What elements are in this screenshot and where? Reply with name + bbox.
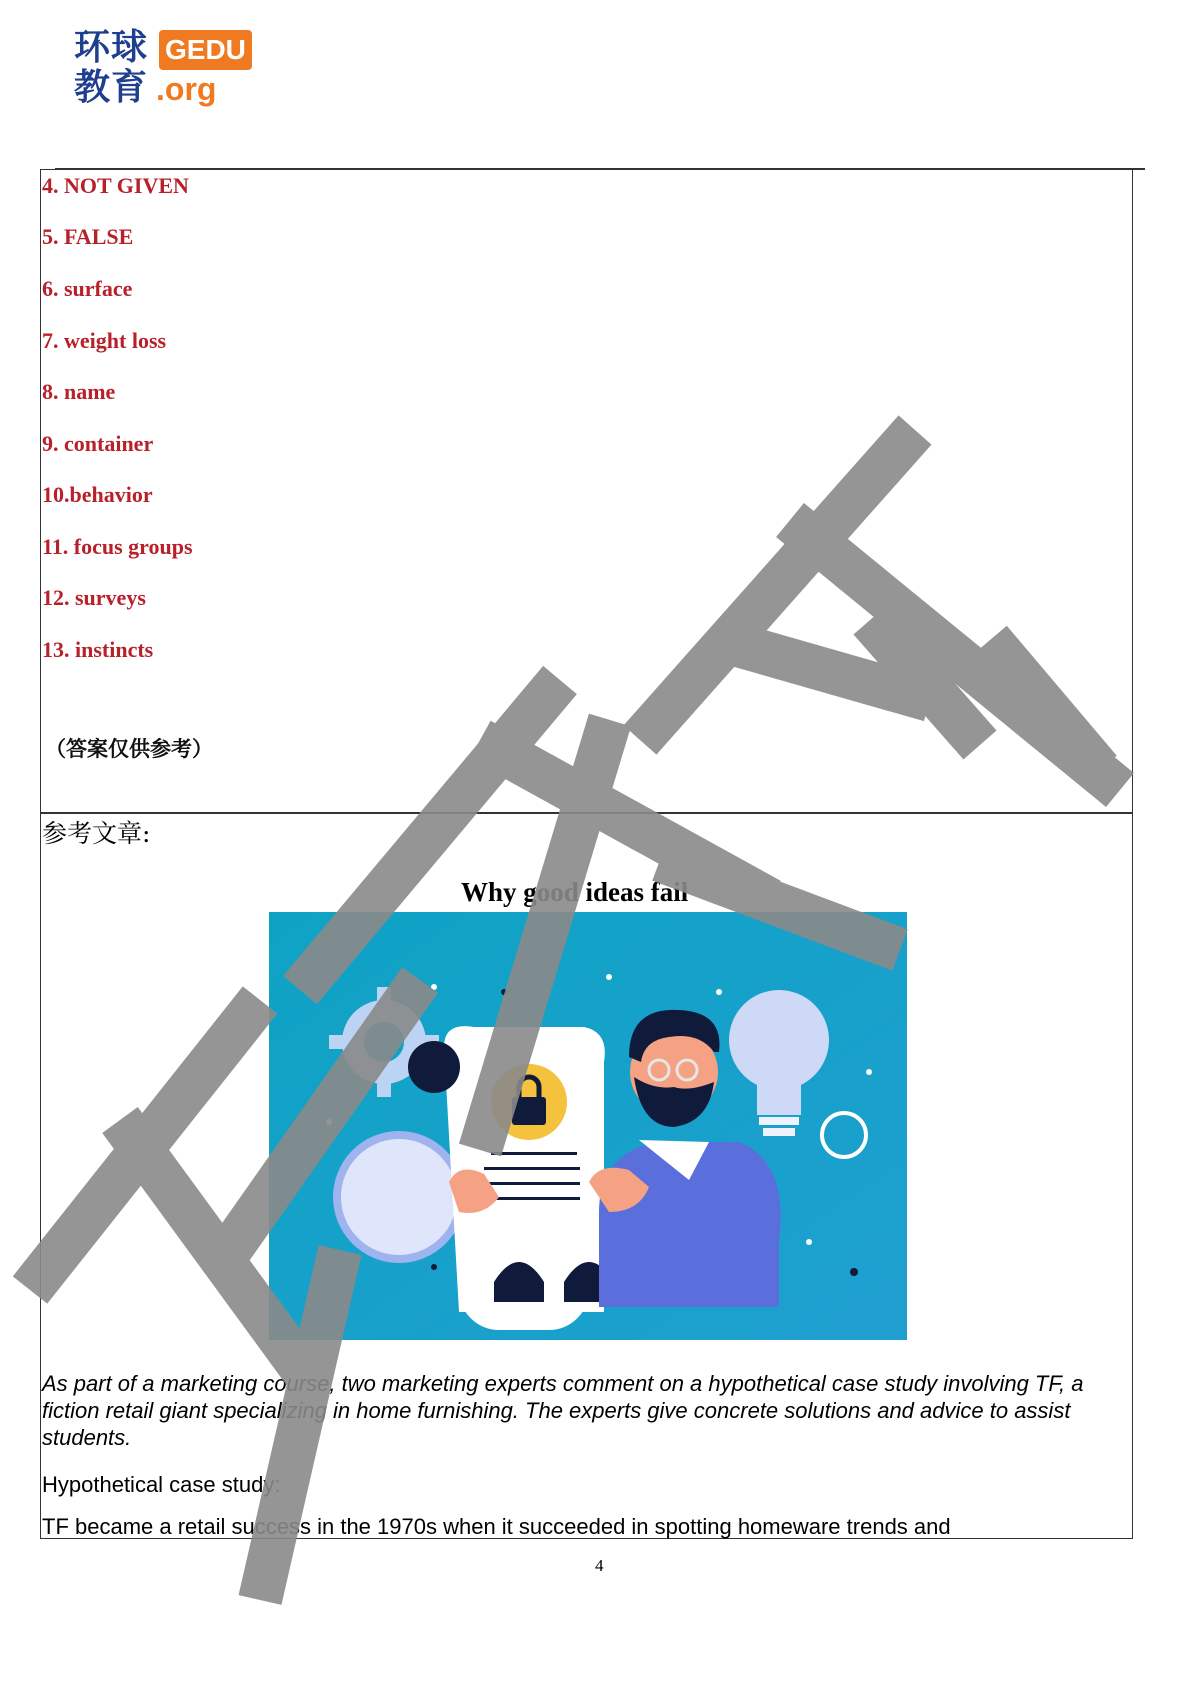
article-illustration <box>269 912 907 1340</box>
answer-item: 6. surface <box>42 276 133 301</box>
answer-note: （答案仅供参考） <box>45 737 213 761</box>
case-study-text: TF became a retail success in the 1970s when it succeeded in spotting homeware trends and <box>42 1514 951 1539</box>
answers-table-cell <box>40 169 1133 813</box>
gedu-logo <box>74 26 254 108</box>
logo-text-line1: 环球 <box>74 27 149 68</box>
reference-label: 参考文章: <box>42 819 151 848</box>
answer-item: 13. instincts <box>42 637 154 662</box>
page-number: 4 <box>595 1556 604 1575</box>
logo-gedu-badge: GEDU <box>159 30 252 70</box>
answer-item: 7. weight loss <box>42 328 167 353</box>
case-study-label: Hypothetical case study: <box>42 1472 281 1497</box>
answer-item: 5. FALSE <box>42 224 134 249</box>
article-intro: As part of a marketing course, two marketing experts comment on a hypothetical case study involving TF, a fiction retail giant specializing in home furnishing. The experts give concrete solutions and advice to assist students. <box>42 1371 1084 1450</box>
article-title: Why good ideas fail <box>461 877 689 907</box>
article-table-cell <box>40 813 1133 1539</box>
answer-item: 11. focus groups <box>42 534 193 559</box>
magnifier-icon <box>337 1135 461 1259</box>
logo-text-line2: 教育 <box>74 67 149 108</box>
answer-item: 12. surveys <box>42 585 146 610</box>
logo-org-text: .org <box>156 71 217 107</box>
answer-item: 8. name <box>42 379 116 404</box>
answer-item: 4. NOT GIVEN <box>42 173 189 198</box>
answer-item: 10.behavior <box>42 482 153 507</box>
answer-item: 9. container <box>42 431 154 456</box>
